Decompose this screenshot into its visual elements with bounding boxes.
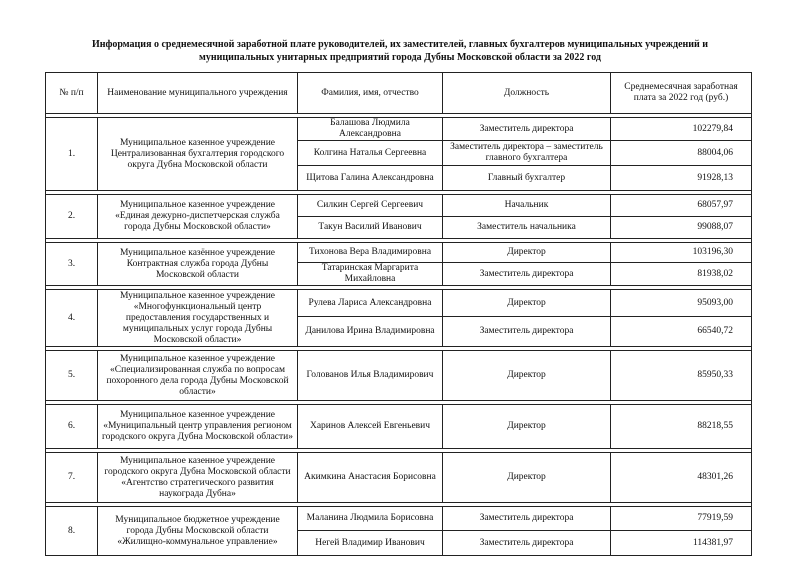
employee-position: Заместитель директора – заместитель главного бухгалтера	[443, 141, 611, 166]
header-position: Должность	[443, 73, 611, 114]
document-title	[40, 38, 760, 64]
employee-name: Голованов Илья Владимирович	[298, 351, 443, 401]
employee-name: Щитова Галина Александровна	[298, 166, 443, 191]
employee-position: Заместитель директора	[443, 317, 611, 347]
employee-name: Такун Василий Иванович	[298, 217, 443, 239]
row-number: 8.	[46, 507, 98, 556]
row-number: 4.	[46, 290, 98, 347]
salary-table	[45, 72, 752, 556]
organization-name: Муниципальное бюджетное учреждение города Дубны Московской области «Жилищно-коммунальное управление»	[98, 507, 298, 556]
employee-position: Заместитель начальника	[443, 217, 611, 239]
employee-name: Колгина Наталья Сергеевна	[298, 141, 443, 166]
employee-name: Акимкина Анастасия Борисовна	[298, 453, 443, 503]
table-row	[46, 243, 752, 263]
employee-position: Начальник	[443, 195, 611, 217]
employee-position: Заместитель директора	[443, 531, 611, 556]
row-number: 5.	[46, 351, 98, 401]
employee-position: Директор	[443, 351, 611, 401]
row-number: 7.	[46, 453, 98, 503]
employee-salary: 77919,59	[611, 507, 752, 531]
employee-position: Директор	[443, 243, 611, 263]
employee-name: Татаринская Маргарита Михайловна	[298, 263, 443, 286]
employee-name: Харинов Алексей Евгеньевич	[298, 405, 443, 449]
employee-position: Директор	[443, 290, 611, 317]
employee-salary: 102279,84	[611, 118, 752, 141]
employee-salary: 68057,97	[611, 195, 752, 217]
employee-name: Данилова Ирина Владимировна	[298, 317, 443, 347]
employee-name: Негей Владимир Иванович	[298, 531, 443, 556]
employee-salary: 95093,00	[611, 290, 752, 317]
organization-name: Муниципальное казенное учреждение «Специализированная служба по вопросам похоронного дела города Дубны Московской области»	[98, 351, 298, 401]
employee-name: Рулева Лариса Александровна	[298, 290, 443, 317]
employee-salary: 85950,33	[611, 351, 752, 401]
row-number: 3.	[46, 243, 98, 286]
row-number: 6.	[46, 405, 98, 449]
employee-position: Главный бухгалтер	[443, 166, 611, 191]
employee-position: Директор	[443, 453, 611, 503]
header-row	[46, 73, 752, 114]
employee-salary: 81938,02	[611, 263, 752, 286]
organization-name: Муниципальное казенное учреждение городского округа Дубна Московской области «Агентство стратегического развития наукограда Дубна»	[98, 453, 298, 503]
header-number: № п/п	[46, 73, 98, 114]
title-line-1: Информация о среднемесячной заработной плате руководителей, их заместителей, главных бухгалтеров муниципальных учреждений и	[91, 39, 709, 50]
employee-name: Балашова Людмила Александровна	[298, 118, 443, 141]
employee-position: Заместитель директора	[443, 118, 611, 141]
employee-salary: 103196,30	[611, 243, 752, 263]
employee-salary: 66540,72	[611, 317, 752, 347]
organization-name: Муниципальное казенное учреждение «Многофункциональный центр предоставления государственных и муниципальных услуг города Дубны Московской области»	[98, 290, 298, 347]
table-row	[46, 507, 752, 531]
table-row	[46, 118, 752, 141]
table-row	[46, 453, 752, 503]
employee-name: Тихонова Вера Владимировна	[298, 243, 443, 263]
employee-position: Заместитель директора	[443, 263, 611, 286]
header-salary: Среднемесячная заработная плата за 2022 год (руб.)	[611, 73, 752, 114]
header-organization: Наименование муниципального учреждения	[98, 73, 298, 114]
employee-salary: 114381,97	[611, 531, 752, 556]
employee-salary: 91928,13	[611, 166, 752, 191]
employee-salary: 88004,06	[611, 141, 752, 166]
organization-name: Муниципальное казенное учреждение «Муниципальный центр управления регионом городского округа Дубна Московской области»	[98, 405, 298, 449]
organization-name: Муниципальное казенное учреждение «Единая дежурно-диспетчерская служба города Дубны Московской области»	[98, 195, 298, 239]
employee-salary: 88218,55	[611, 405, 752, 449]
employee-salary: 48301,26	[611, 453, 752, 503]
organization-name: Муниципальное казенное учреждение Централизованная бухгалтерия городского округа Дубна Московской области	[98, 118, 298, 191]
row-number: 1.	[46, 118, 98, 191]
employee-name: Маланина Людмила Борисовна	[298, 507, 443, 531]
organization-name: Муниципальное казённое учреждение Контрактная служба города Дубны Московской области	[98, 243, 298, 286]
employee-position: Директор	[443, 405, 611, 449]
title-line-2: муниципальных унитарных предприятий города Дубны Московской области за 2022 год	[199, 52, 601, 63]
table-row	[46, 351, 752, 401]
table-row	[46, 195, 752, 217]
table-body	[46, 114, 752, 556]
table-row	[46, 290, 752, 317]
employee-position: Заместитель директора	[443, 507, 611, 531]
table-row	[46, 405, 752, 449]
employee-name: Силкин Сергей Сергеевич	[298, 195, 443, 217]
employee-salary: 99088,07	[611, 217, 752, 239]
header-full-name: Фамилия, имя, отчество	[298, 73, 443, 114]
row-number: 2.	[46, 195, 98, 239]
